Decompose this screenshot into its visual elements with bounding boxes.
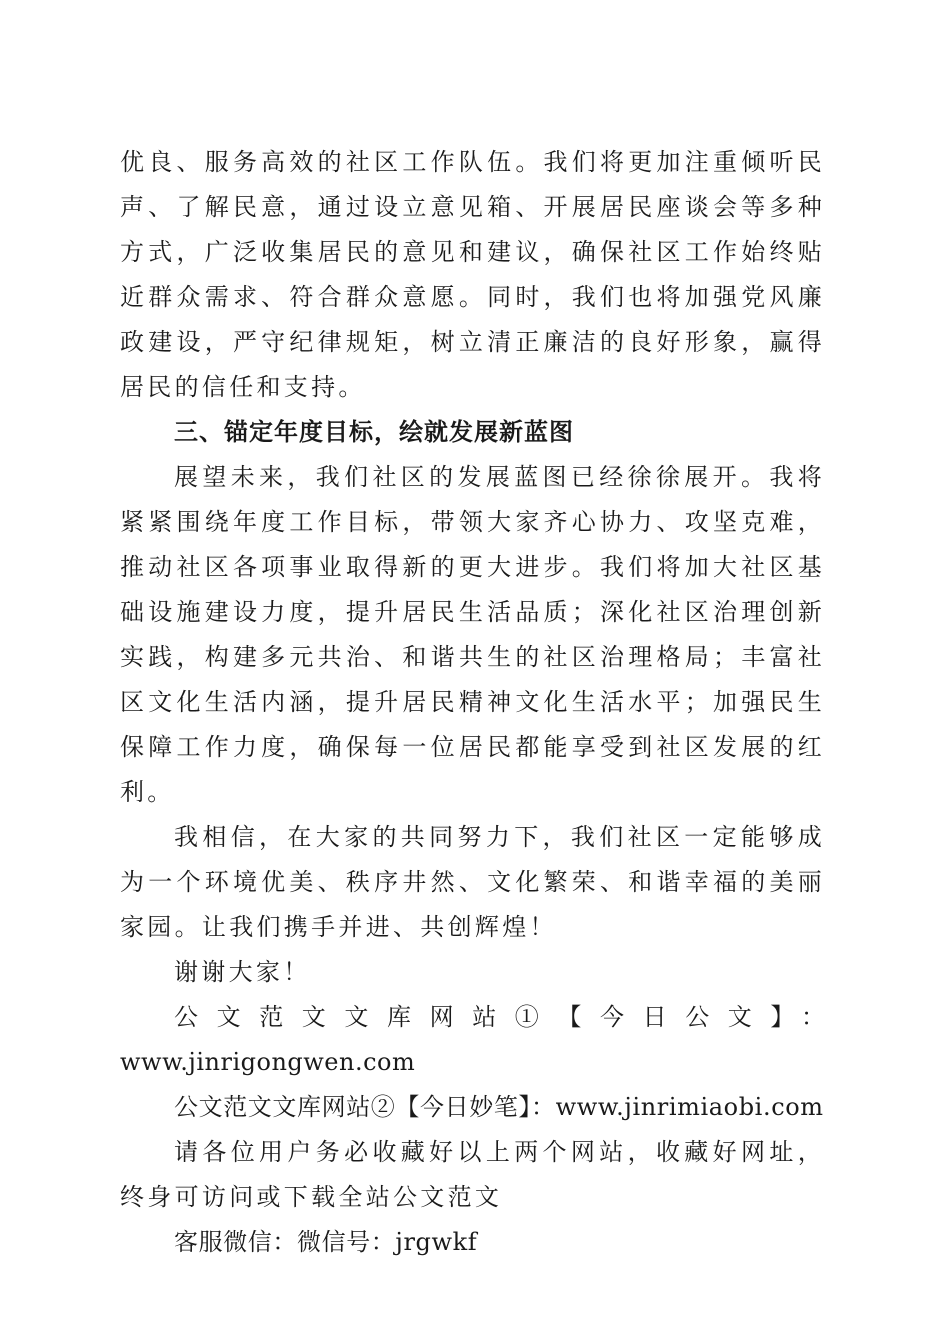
paragraph-belief: 我相信，在大家的共同努力下，我们社区一定能够成为一个环境优美、秩序井然、文化繁荣、和谐幸福的美丽家园。让我们携手并进、共创辉煌！ bbox=[120, 823, 825, 941]
thanks-line: 谢谢大家！ bbox=[174, 958, 311, 986]
notice-paragraph: 请各位用户务必收藏好以上两个网站，收藏好网址，终身可访问或下载全站公文范文 bbox=[120, 1138, 825, 1211]
site2-line: 公文范文文库网站②【今日妙笔】：www.jinrimiaobi.com bbox=[174, 1093, 824, 1121]
site1-label: 公文范文文库网站①【今日公文】： bbox=[174, 1003, 825, 1031]
section-heading-3: 三、锚定年度目标，绘就发展新蓝图 bbox=[174, 418, 574, 446]
site1-url-link[interactable]: www.jinrigongwen.com bbox=[120, 1048, 416, 1076]
paragraph-blueprint: 展望未来，我们社区的发展蓝图已经徐徐展开。我将紧紧围绕年度工作目标，带领大家齐心协力、攻坚克难，推动社区各项事业取得新的更大进步。我们将加大社区基础设施建设力度，提升居民生活品质；深化社区治理创新实践，构建多元共治、和谐共生的社区治理格局；丰富社区文化生活内涵，提升居民精神文化生活水平；加强民生保障工作力度，确保每一位居民都能享受到社区发展的红利。 bbox=[120, 463, 825, 806]
document-page bbox=[120, 140, 825, 1265]
service-wechat-line: 客服微信：微信号：jrgwkf bbox=[174, 1228, 478, 1256]
paragraph-team-building: 优良、服务高效的社区工作队伍。我们将更加注重倾听民声、了解民意，通过设立意见箱、开展居民座谈会等多种方式，广泛收集居民的意见和建议，确保社区工作始终贴近群众需求、符合群众意愿。同时，我们也将加强党风廉政建设，严守纪律规矩，树立清正廉洁的良好形象，赢得居民的信任和支持。 bbox=[120, 148, 825, 401]
